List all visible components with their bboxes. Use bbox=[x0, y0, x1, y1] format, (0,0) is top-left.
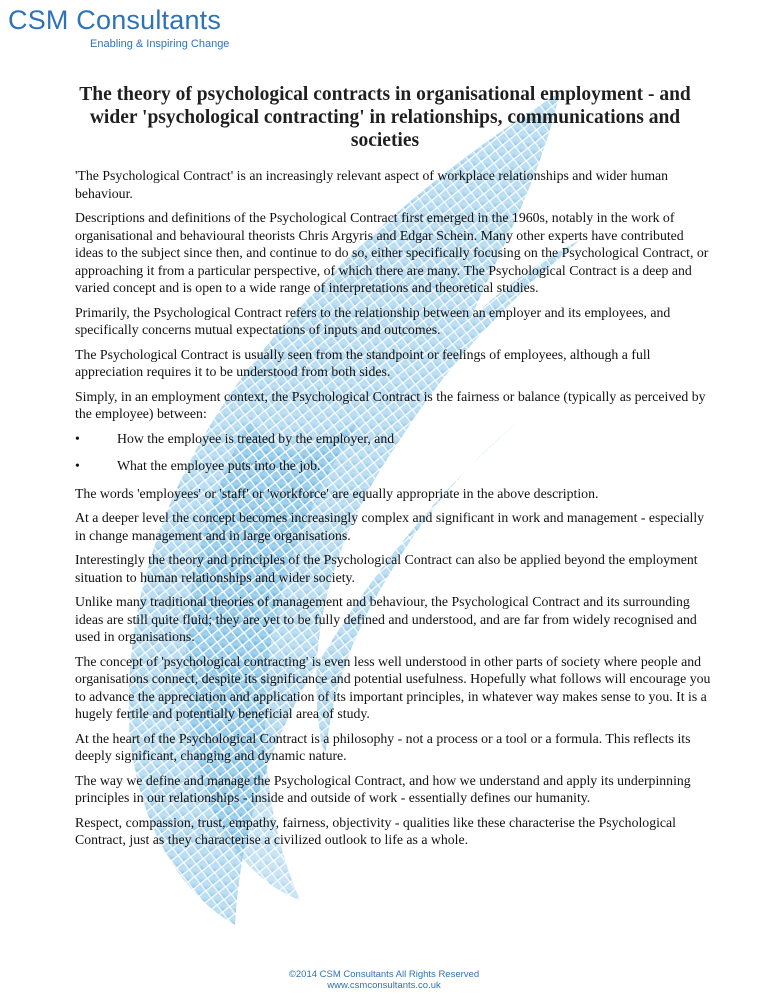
document-body bbox=[75, 167, 715, 856]
paragraph: Descriptions and definitions of the Psychological Contract first emerged in the 1960s, notably in the work of organisational and behavioural theorists Chris Argyris and Edgar Schein. Many other experts have contributed ideas to the subject since then, and continue to do so, either specifically focusing on the Psychological Contract, or approaching it from a particular perspective, of which there are many. The Psychological Contract is a deep and varied concept and is open to a wide range of interpretations and theoretical studies. bbox=[75, 210, 709, 295]
footer-website: www.csmconsultants.co.uk bbox=[327, 980, 441, 991]
bullet-text: How the employee is treated by the employer, and bbox=[117, 430, 395, 446]
paragraph: Respect, compassion, trust, empathy, fairness, objectivity - qualities like these characterise the Psychological Contract, just as they characterise a civilized outlook to life as a whole. bbox=[75, 814, 677, 847]
brand-name: CSM Consultants bbox=[8, 5, 222, 35]
footer-copyright: ©2014 CSM Consultants All Rights Reserved bbox=[288, 969, 480, 980]
paragraph: The way we define and manage the Psychological Contract, and how we understand and apply its underpinning principles in our relationships - inside and outside of work - essentially defines our humanity. bbox=[75, 772, 691, 805]
paragraph: Unlike many traditional theories of management and behaviour, the Psychological Contract and its surrounding ideas are still quite fluid; they are yet to be fully defined and understood, and are far from widely recognised and used in organisations. bbox=[75, 594, 697, 644]
bullet-item bbox=[75, 457, 715, 475]
bullet-item bbox=[75, 430, 715, 448]
paragraph: At a deeper level the concept becomes increasingly complex and significant in work and management - especially in change management and in large organisations. bbox=[75, 510, 705, 543]
brand-tagline: Enabling & Inspiring Change bbox=[90, 38, 230, 50]
paragraph: Simply, in an employment context, the Psychological Contract is the fairness or balance (typically as perceived by the employee) between: bbox=[75, 388, 706, 421]
bullet-mark: • bbox=[75, 458, 80, 473]
bullet-text: What the employee puts into the job. bbox=[117, 458, 321, 473]
document-title: The theory of psychological contracts in organisational employment - and wider 'psychological contracting' in relationships, communications and societies bbox=[79, 84, 691, 151]
paragraph: At the heart of the Psychological Contract is a philosophy - not a process or a tool or a formula. This reflects its deeply significant, changing and dynamic nature. bbox=[75, 730, 691, 763]
paragraph: Primarily, the Psychological Contract refers to the relationship between an employer and its employees, and specifically concerns mutual expectations of inputs and outcomes. bbox=[75, 304, 671, 337]
brand-header bbox=[8, 4, 229, 50]
paragraph: Interestingly the theory and principles of the Psychological Contract can also be applied beyond the employment situation to human relationships and wider society. bbox=[75, 552, 698, 585]
paragraph: The concept of 'psychological contracting' is even less well understood in other parts of society where people and organisations connect, despite its significance and potential usefulness. Hopefully what follows will encourage you to advance the appreciation and application of its important principles, in whatever way makes sense to you. It is a hugely fertile and potentially beneficial area of study. bbox=[75, 653, 711, 721]
bullet-mark: • bbox=[75, 430, 80, 446]
page-footer bbox=[0, 969, 768, 991]
paragraph: The words 'employees' or 'staff' or 'workforce' are equally appropriate in the above description. bbox=[75, 485, 599, 501]
paragraph: 'The Psychological Contract' is an increasingly relevant aspect of workplace relationships and wider human behaviour. bbox=[75, 168, 669, 201]
paragraph: The Psychological Contract is usually seen from the standpoint or feelings of employees, although a full appreciation requires it to be understood from both sides. bbox=[75, 346, 651, 379]
